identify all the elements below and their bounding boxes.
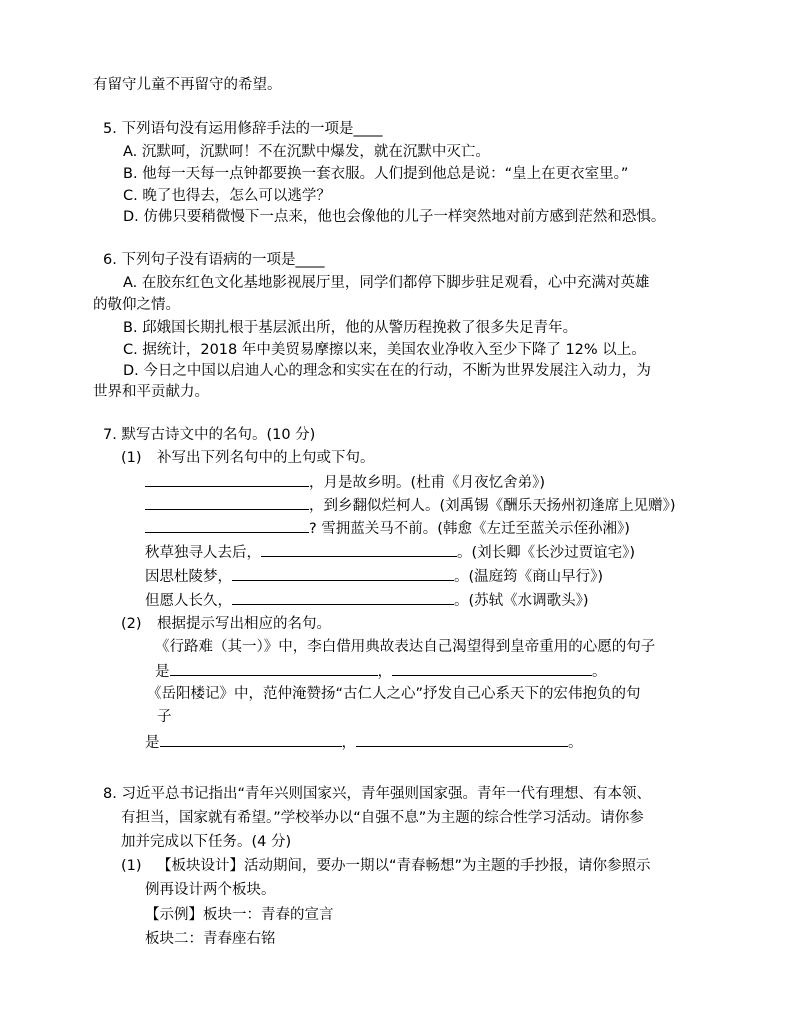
question-5-option-b: B. 他每一天每一点钟都要换一套衣服。人们提到他总是说：“皇上在更衣室里。” <box>123 166 629 182</box>
question-7-stem: 7. 默写古诗文中的名句。(10 分) <box>103 427 316 443</box>
answer-blank[interactable] <box>145 494 309 510</box>
question-7-part-1-number: (1) <box>121 450 142 466</box>
question-6-option-c: C. 据统计，2018 年中美贸易摩擦以来，美国农业净收入至少下降了 12% 以上。 <box>123 342 646 358</box>
answer-blank[interactable] <box>232 565 454 581</box>
answer-blank[interactable] <box>392 660 592 676</box>
answer-blank[interactable] <box>170 660 378 676</box>
question-5-option-c: C. 晚了也得去，怎么可以逃学？ <box>123 188 331 204</box>
fill-line-text: ，月是故乡明。(杜甫《月夜忆舍弟》) <box>309 475 546 491</box>
question-7-part-2-number: (2) <box>121 616 142 632</box>
question-6-option-a-cont: 的敬仰之情。 <box>93 297 180 313</box>
fill-line-text: 。(温庭筠《商山早行》) <box>454 569 604 585</box>
answer-blank[interactable] <box>145 517 309 533</box>
fill-line-4 <box>145 541 635 563</box>
fill-line-2 <box>145 494 676 516</box>
question-7-part-2-label: 根据提示写出相应的名句。 <box>157 616 331 632</box>
punctuation: ， <box>377 664 392 680</box>
question-8-line-2: 有担当，国家就有希望。”学校举办以“自强不息”为主题的综合性学习活动。请你参 <box>121 810 644 826</box>
punctuation: 。 <box>592 664 607 680</box>
question-8-line-3: 加并完成以下任务。(4 分) <box>121 834 292 850</box>
prompt-2-line-3 <box>145 731 583 753</box>
prompt-1-line-1: 《行路难（其一）》中，李白借用典故表达自己渴望得到皇帝重用的心愿的句子 <box>155 639 656 655</box>
prompt-prefix: 是 <box>155 664 170 680</box>
answer-blank[interactable] <box>356 731 568 747</box>
answer-blank[interactable] <box>160 731 342 747</box>
question-5-option-d: D. 仿佛只要稍微慢下一点来，他也会像他的儿子一样突然地对前方感到茫然和恐惧。 <box>123 209 666 225</box>
answer-blank[interactable] <box>232 589 454 605</box>
punctuation: 。 <box>568 735 583 751</box>
fill-line-text: ? 雪拥蓝关马不前。(韩愈《左迁至蓝关示侄孙湘》) <box>309 521 630 537</box>
question-6-option-b: B. 邱娥国长期扎根于基层派出所，他的从警历程挽救了很多失足青年。 <box>123 320 578 336</box>
fill-line-3 <box>145 517 630 539</box>
question-5-option-a: A. 沉默呵，沉默呵！不在沉默中爆发，就在沉默中灭亡。 <box>123 144 490 160</box>
fill-line-prefix: 但愿人长久， <box>145 593 232 609</box>
prompt-2-line-1: 《岳阳楼记》中，范仲淹赞扬“古仁人之心”抒发自己心系天下的宏伟抱负的句 <box>147 686 641 702</box>
prompt-2-line-2: 子 <box>157 709 172 725</box>
fill-line-1 <box>145 471 545 493</box>
fill-line-5 <box>145 565 603 587</box>
prompt-1-line-2 <box>155 660 607 682</box>
fill-line-text: 。(苏轼《水调歌头》) <box>454 593 589 609</box>
question-5-stem: 5. 下列语句没有运用修辞手法的一项是____ <box>103 121 383 137</box>
question-8-part-1-line-2: 例再设计两个板块。 <box>145 882 276 898</box>
question-6-option-d-cont: 世界和平贡献力。 <box>93 384 209 400</box>
punctuation: ， <box>341 735 356 751</box>
prompt-prefix: 是 <box>145 735 160 751</box>
question-8-part-1-number: (1) <box>121 858 142 874</box>
fill-line-prefix: 秋草独寻人去后， <box>145 545 261 561</box>
answer-blank[interactable] <box>145 471 309 487</box>
example-block: 【示例】板块一：青春的宣言 <box>145 907 334 923</box>
fill-line-prefix: 因思杜陵梦， <box>145 569 232 585</box>
question-8-part-1-line-1: 【板块设计】活动期间，要办一期以“青春畅想”为主题的手抄报，请你参照示 <box>157 858 651 874</box>
question-6-stem: 6. 下列句子没有语病的一项是____ <box>103 252 325 268</box>
continuation-line: 有留守儿童不再留守的希望。 <box>93 77 282 93</box>
fill-line-text: ，到乡翻似烂柯人。(刘禹锡《酬乐天扬州初逢席上见赠》) <box>309 498 676 514</box>
question-6-option-a: A. 在胶东红色文化基地影视展厅里，同学们都停下脚步驻足观看，心中充满对英雄 <box>123 275 650 291</box>
question-7-part-1-label: 补写出下列名句中的上句或下句。 <box>157 450 375 466</box>
question-8-line-1: 8. 习近平总书记指出“青年兴则国家兴，青年强则国家强。青年一代有理想、有本领、 <box>103 786 651 802</box>
answer-blank[interactable] <box>261 541 457 557</box>
question-6-option-d: D. 今日之中国以启迪人心的理念和实实在在的行动，不断为世界发展注入动力，为 <box>123 363 651 379</box>
fill-line-6 <box>145 589 589 611</box>
block-two: 板块二：青春座右铭 <box>145 931 276 947</box>
fill-line-text: 。(刘长卿《长沙过贾谊宅》) <box>457 545 636 561</box>
